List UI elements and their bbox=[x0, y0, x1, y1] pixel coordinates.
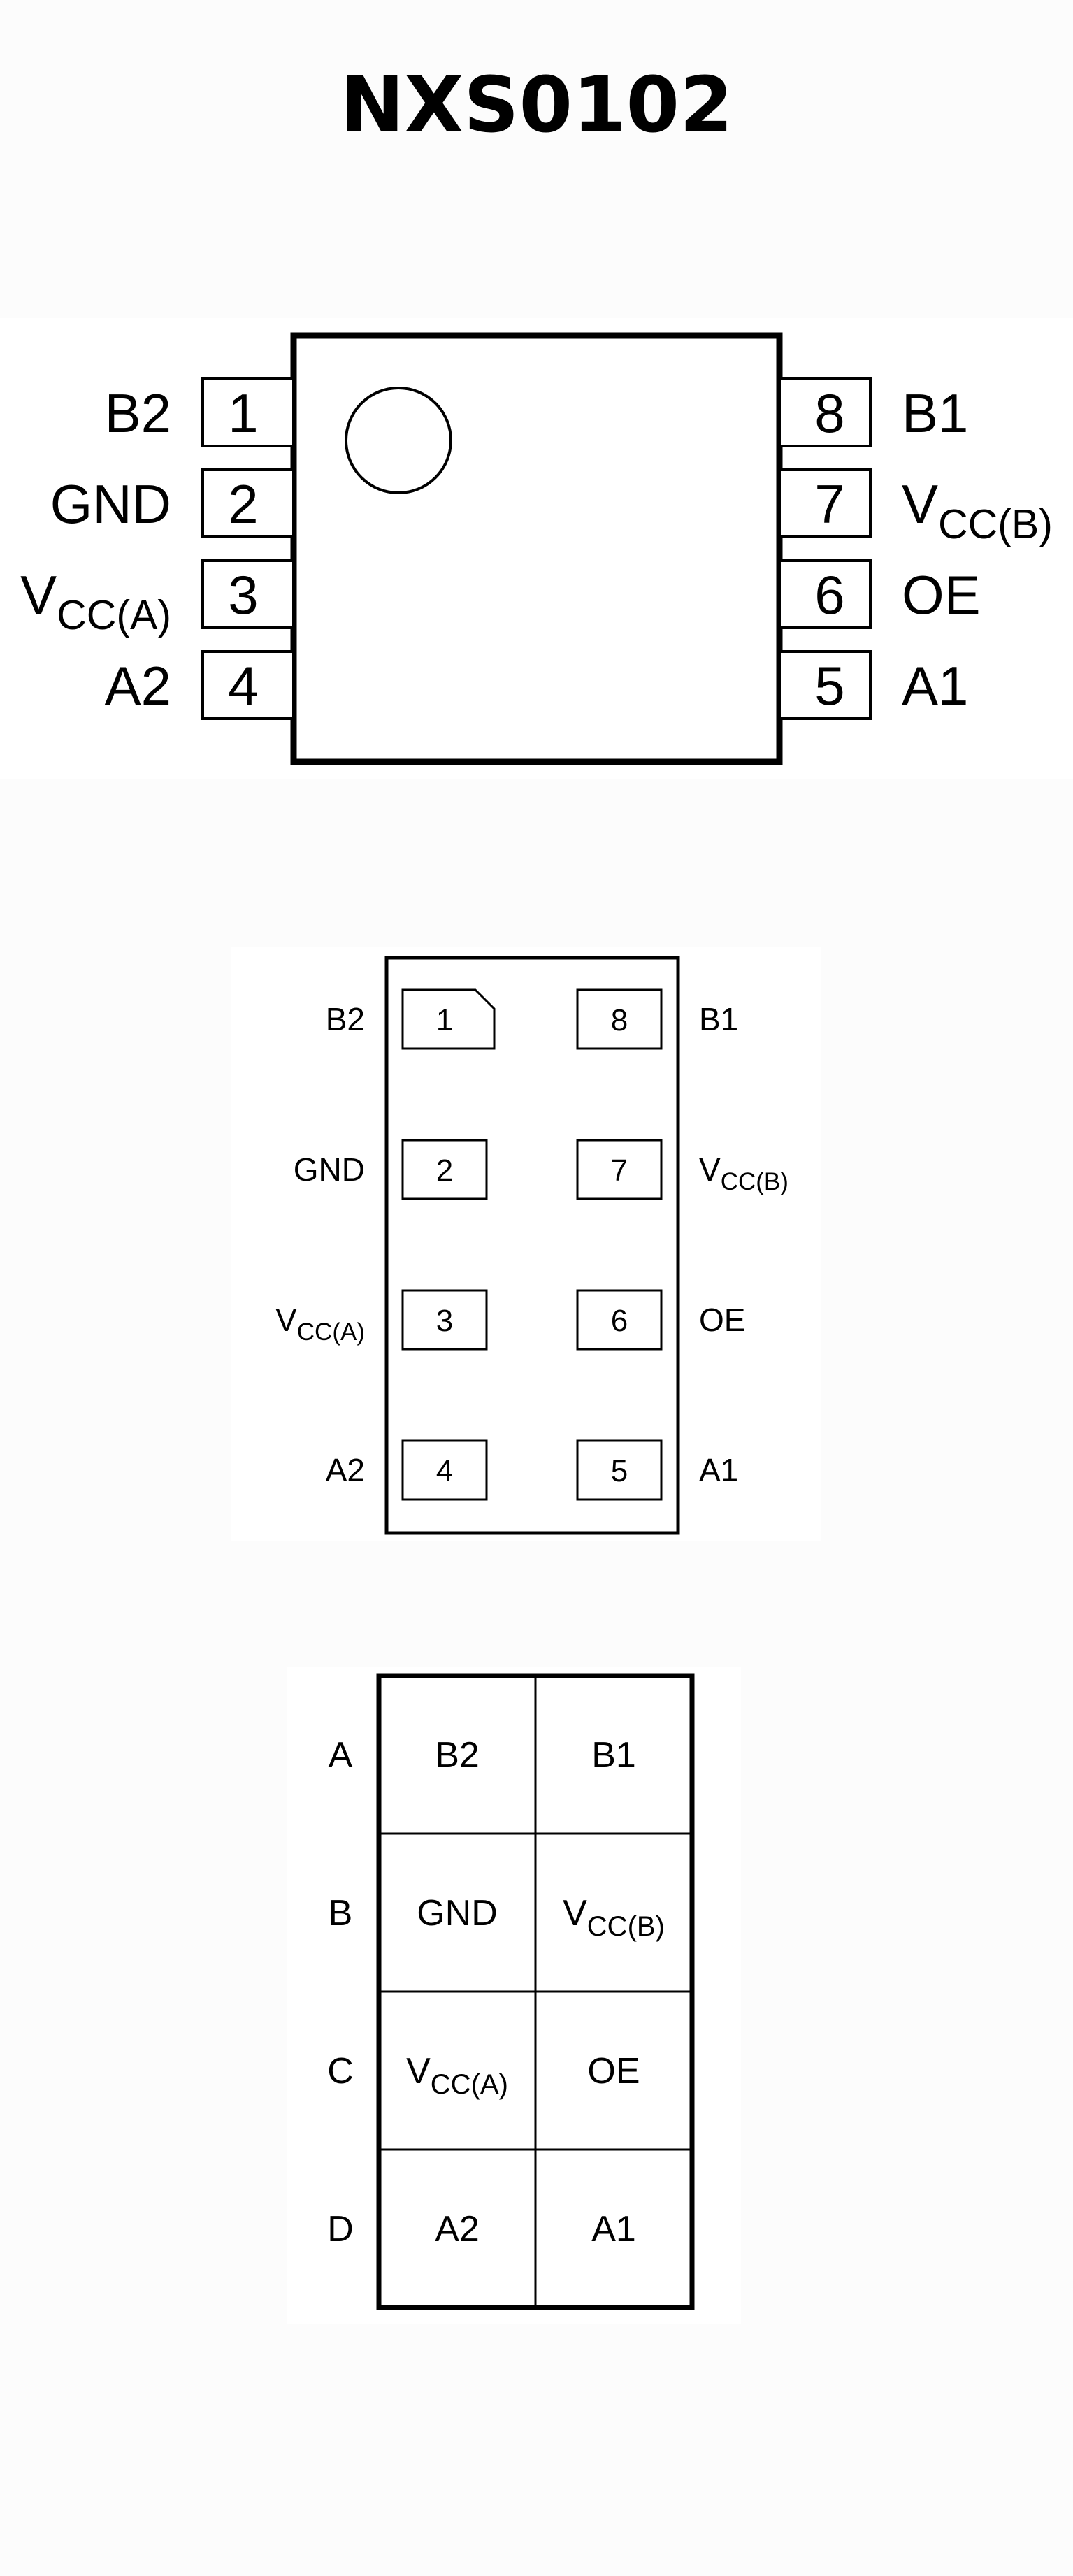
pin-6-number: 6 bbox=[814, 564, 845, 626]
pin-7-label bbox=[902, 473, 1053, 547]
pin-6-label-main: OE bbox=[902, 564, 981, 626]
pad-6-number: 6 bbox=[610, 1304, 628, 1338]
ball-A2-label bbox=[591, 1735, 636, 1776]
pad-5-number: 5 bbox=[610, 1454, 628, 1488]
pin-7-label-subscript: CC(B) bbox=[938, 501, 1053, 547]
pad-3-number: 3 bbox=[435, 1304, 454, 1338]
pin-7-number: 7 bbox=[814, 473, 845, 535]
pad-2-label bbox=[294, 1151, 365, 1188]
pin-5-number: 5 bbox=[814, 655, 845, 717]
ball-row-label-D: D bbox=[327, 2209, 354, 2250]
pad-8-label-main: B1 bbox=[699, 1001, 739, 1037]
ball-row-label-B: B bbox=[328, 1893, 353, 1934]
pad-8-number: 8 bbox=[610, 1003, 628, 1037]
pad-3-label-subscript: CC(A) bbox=[296, 1318, 365, 1346]
ball-B1-label-main: GND bbox=[417, 1893, 498, 1934]
pin-8-label-main: B1 bbox=[902, 382, 969, 444]
ball-D2-label bbox=[591, 2209, 636, 2250]
ball-row-label-C: C bbox=[327, 2051, 354, 2092]
pin-2-number: 2 bbox=[228, 473, 259, 535]
page-title: NXS0102 bbox=[340, 60, 733, 150]
pad-5-label-main: A1 bbox=[699, 1452, 739, 1488]
pin-6-label bbox=[902, 564, 981, 626]
pad-1-number: 1 bbox=[435, 1003, 454, 1037]
pad-6-label-main: OE bbox=[699, 1302, 746, 1338]
pin-5-label bbox=[902, 655, 968, 717]
pin-3-label-subscript: CC(A) bbox=[57, 592, 171, 638]
ball-C2-label-main: OE bbox=[587, 2051, 640, 2092]
pin-5-label-main: A1 bbox=[902, 655, 969, 717]
pad-8-label bbox=[699, 1001, 738, 1037]
pad-4-label bbox=[326, 1452, 365, 1488]
ball-A1-label-main: B2 bbox=[435, 1735, 480, 1776]
ball-D1-label-main: A2 bbox=[435, 2209, 480, 2250]
ball-C1-label-main: V bbox=[406, 2051, 431, 2092]
pad-1-label bbox=[326, 1001, 365, 1037]
pad-6-label bbox=[699, 1302, 745, 1338]
pad-3-label bbox=[275, 1302, 365, 1346]
ball-B2-label-subscript: CC(B) bbox=[586, 1911, 665, 1942]
pin-8-label bbox=[902, 382, 968, 444]
pin-2-label-main: GND bbox=[50, 473, 171, 535]
pad-7-label-main: V bbox=[699, 1151, 721, 1188]
pad-7-label-subscript: CC(B) bbox=[720, 1168, 788, 1195]
ball-D1-label bbox=[435, 2209, 480, 2250]
ball-A2-label-main: B1 bbox=[591, 1735, 636, 1776]
pin-3-number: 3 bbox=[228, 564, 259, 626]
pad-3-label-main: V bbox=[275, 1302, 297, 1338]
ball-C1-label-subscript: CC(A) bbox=[430, 2069, 508, 2100]
pin-7-label-main: V bbox=[902, 473, 939, 535]
pin-4-label bbox=[105, 655, 171, 717]
ball-D2-label-main: A1 bbox=[591, 2209, 636, 2250]
pad-2-label-main: GND bbox=[293, 1151, 365, 1188]
pad-2-number: 2 bbox=[435, 1153, 454, 1188]
ball-B1-label bbox=[417, 1893, 498, 1934]
pad-4-label-main: A2 bbox=[325, 1452, 365, 1488]
ball-A1-label bbox=[435, 1735, 480, 1776]
pin-4-number: 4 bbox=[228, 655, 259, 717]
pin-3-label-main: V bbox=[20, 564, 57, 626]
pad-7-label bbox=[699, 1151, 788, 1195]
pin-8-number: 8 bbox=[814, 382, 845, 444]
pin-1-label-main: B2 bbox=[104, 382, 171, 444]
pad-4-number: 4 bbox=[435, 1454, 454, 1488]
ball-B2-label-main: V bbox=[563, 1893, 587, 1934]
pin-1-label bbox=[105, 382, 171, 444]
pad-1-label-main: B2 bbox=[325, 1001, 365, 1037]
pad-5-label bbox=[699, 1452, 738, 1488]
pad-7-number: 7 bbox=[610, 1153, 628, 1188]
pin-4-label-main: A2 bbox=[104, 655, 171, 717]
ball-row-label-A: A bbox=[328, 1735, 353, 1776]
pin-2-label bbox=[50, 473, 171, 535]
pin-1-number: 1 bbox=[228, 382, 259, 444]
ball-C2-label bbox=[587, 2051, 640, 2092]
pin-3-label bbox=[20, 564, 171, 638]
